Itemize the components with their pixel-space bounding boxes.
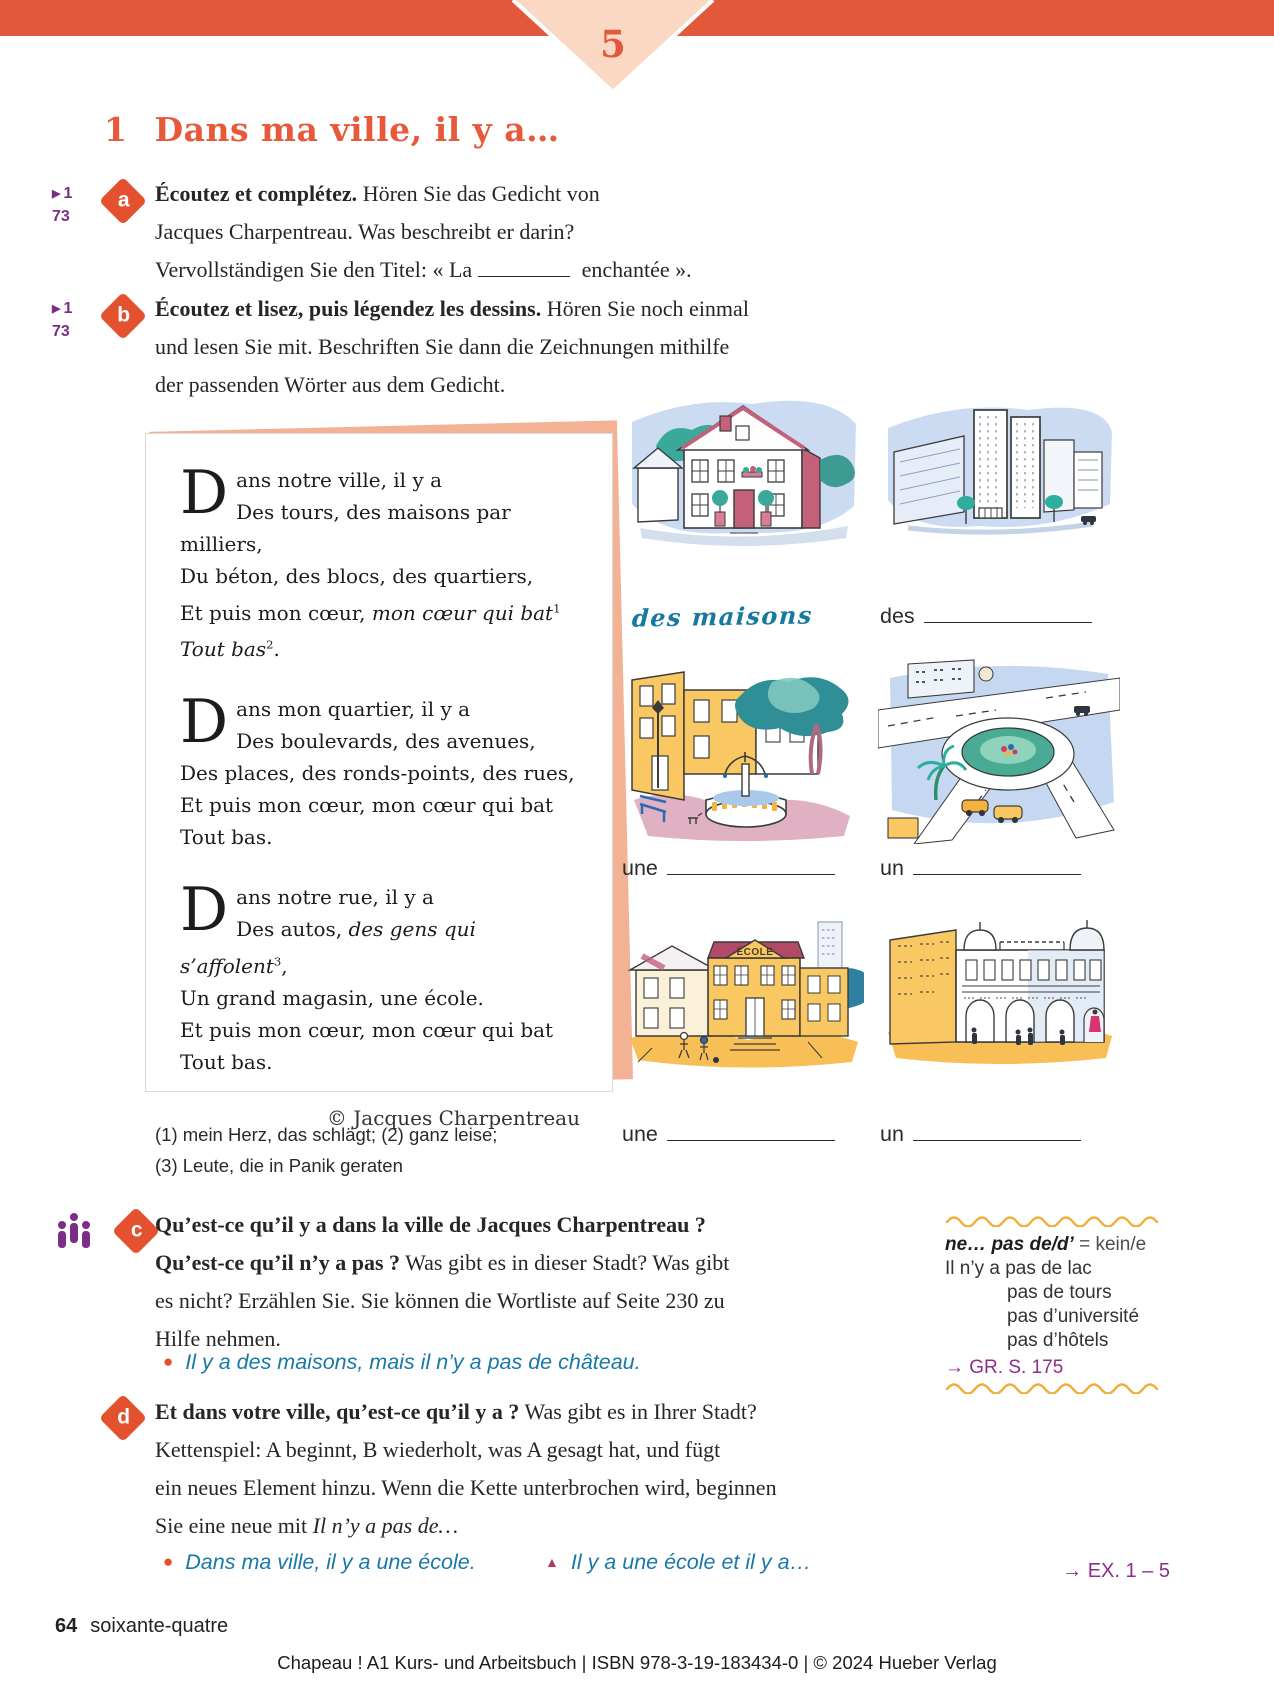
exercise-marker-a: a	[99, 177, 147, 225]
play-icon: ▶	[52, 188, 61, 200]
poem-stanza-2: Dans mon quartier, il y a Des boulevards, des avenues, Des places, des ronds-points, des rues, Et puis mon cœur, mon cœur qui bat Tout bas.	[180, 687, 575, 850]
chapter-number: 5	[600, 22, 626, 66]
exercise-d-text: Et dans votre ville, qu’est-ce qu’il y a ? Was gibt es in Ihrer Stadt? Kettenspiel: A beginnt, B wiederholt, was A gesagt hat, und fügt ein neues Element hinzu. Wenn die Kette unterbrochen wird, beginnen Sie eine neue mit Il n’y a pas de…	[155, 1399, 777, 1538]
lesson-number: 1	[104, 110, 128, 149]
houses-illustration	[622, 388, 864, 566]
grammar-rule: ne… pas de/d’ = kein/e	[945, 1234, 1147, 1255]
drop-cap: D	[180, 875, 229, 946]
roundabout-illustration	[878, 652, 1120, 844]
audio-disc: 1	[63, 185, 73, 202]
handwritten-answer: des maisons	[631, 600, 814, 633]
exercise-d-example-1: ● Dans ma ville, il y a une école.	[163, 1550, 476, 1574]
fill-in-blank	[667, 1123, 835, 1141]
ecole-sign-text: ÉCOLE	[736, 947, 774, 958]
caption-article: une	[622, 1122, 658, 1146]
bullet-dot-icon: ●	[163, 1552, 174, 1571]
exercise-c-example: ● Il y a des maisons, mais il n’y a pas de château.	[163, 1350, 641, 1374]
bullet-dot-icon: ●	[163, 1352, 174, 1371]
exercise-a-text: Écoutez et complétez. Hören Sie das Gedicht von Jacques Charpentreau. Was beschreibt er darin? Vervollständigen Sie den Titel: « La enchantée ».	[155, 181, 692, 282]
exercise-marker-c: c	[112, 1207, 160, 1255]
caption-row2-left	[622, 856, 835, 881]
poem-stanza-3: Dans notre rue, il y a Des autos, des gens qui s’affolent$^3$, Un grand magasin, une école. Et puis mon cœur, mon cœur qui bat Tout bas.	[180, 875, 554, 1074]
caption-row1-right	[880, 604, 1092, 629]
fill-in-blank	[667, 857, 835, 875]
book-footer: Chapeau ! A1 Kurs- und Arbeitsbuch | ISBN 978-3-19-183434-0 | © 2024 Hueber Verlag	[277, 1652, 997, 1673]
footnote-1: (1) mein Herz, das schlägt; (2) ganz leise;	[155, 1124, 498, 1145]
caption-article: des	[880, 604, 915, 628]
grammar-example-item: pas d’université	[1007, 1306, 1140, 1327]
grammar-example-item: pas d’hôtels	[1007, 1330, 1109, 1351]
audio-track: 73	[52, 208, 70, 225]
grammar-example-lead: Il n’y a pas de lac	[945, 1258, 1092, 1279]
workbook-exercise-reference: → EX. 1 – 5	[1062, 1560, 1170, 1582]
wavy-divider	[945, 1215, 1169, 1227]
wavy-divider	[945, 1382, 1169, 1394]
audio-disc: 1	[63, 300, 73, 317]
caption-row3-left	[622, 1122, 835, 1147]
fill-in-blank	[913, 857, 1081, 875]
page-number-word: soixante-quatre	[90, 1615, 229, 1637]
exercise-b-text: Écoutez et lisez, puis légendez les dessins. Hören Sie noch einmal und lesen Sie mit. Beschriften Sie dann die Zeichnungen mithilfe der passenden Wörter aus dem Gedicht.	[155, 296, 749, 397]
caption-row2-right	[880, 856, 1081, 881]
exercise-marker-b: b	[99, 292, 147, 340]
poem-card	[145, 433, 613, 1130]
fill-in-blank	[913, 1123, 1081, 1141]
caption-article: un	[880, 1122, 904, 1146]
school-illustration	[622, 908, 864, 1070]
department-store-illustration	[878, 902, 1120, 1070]
exercise-marker-d: d	[99, 1394, 147, 1442]
drop-cap: D	[180, 687, 229, 758]
square-fountain-illustration	[622, 652, 864, 844]
lesson-title	[104, 110, 560, 149]
fill-in-blank	[924, 605, 1092, 623]
bullet-triangle-icon: ▲	[545, 1554, 559, 1570]
poem-stanza-1: Dans notre ville, il y a Des tours, des maisons par milliers, Du béton, des blocs, des quartiers, Et puis mon cœur, mon cœur qui bat$^1$ Tout bas$^2$.	[180, 458, 561, 662]
caption-article: une	[622, 856, 658, 880]
grammar-example-item: pas de tours	[1007, 1282, 1112, 1303]
towers-illustration	[878, 390, 1120, 542]
footnote-2: (3) Leute, die in Panik geraten	[155, 1155, 403, 1176]
page-number: 64	[55, 1615, 78, 1637]
grammar-reference-link: → GR. S. 175	[945, 1357, 1064, 1378]
group-work-icon	[56, 1210, 92, 1252]
exercise-c-text: Qu’est-ce qu’il y a dans la ville de Jacques Charpentreau ? Qu’est-ce qu’il n’y a pas ? Was gibt es in dieser Stadt? Was gibt es nicht? Erzählen Sie. Sie können die Wortliste auf Seite 230 zu Hilfe nehmen.	[155, 1212, 730, 1351]
caption-row1-left	[632, 602, 813, 631]
exercise-d-example-2: ▲ Il y a une école et il y a…	[545, 1550, 812, 1574]
drop-cap: D	[180, 458, 229, 528]
play-icon: ▶	[52, 303, 61, 315]
lesson-title-text: Dans ma ville, il y a…	[154, 110, 560, 149]
caption-row3-right	[880, 1122, 1081, 1147]
poem-credit: © Jacques Charpentreau	[326, 1105, 580, 1130]
audio-track: 73	[52, 323, 70, 340]
grammar-box	[945, 1213, 1171, 1400]
page-number-row	[55, 1615, 228, 1638]
caption-article: un	[880, 856, 904, 880]
